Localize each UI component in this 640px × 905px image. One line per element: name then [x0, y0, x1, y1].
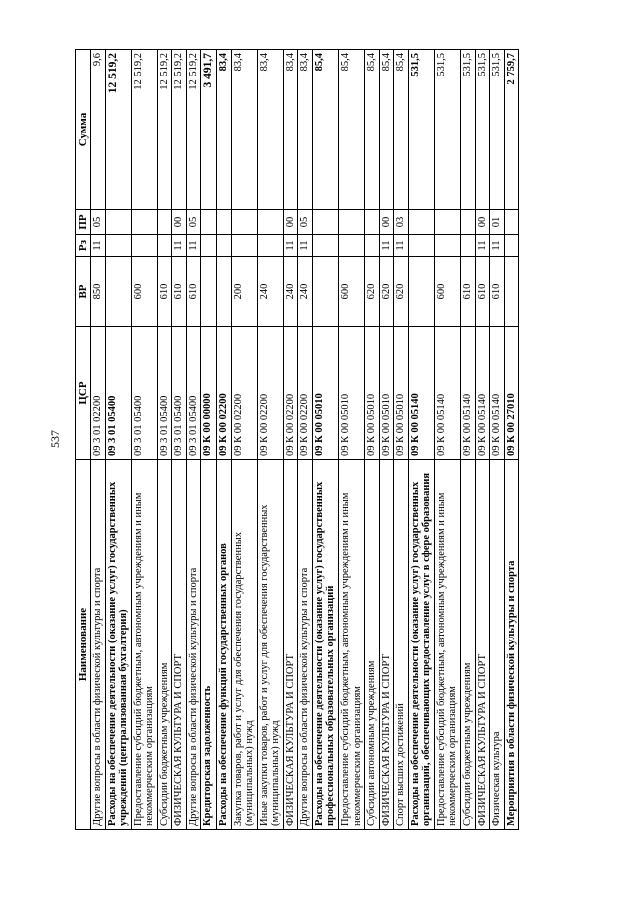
cell-rz [460, 235, 475, 257]
table-row [105, 50, 131, 830]
table-row [475, 50, 490, 830]
cell-vr: 610 [186, 257, 201, 327]
cell-sum: 531,5 [490, 50, 505, 210]
cell-sum: 531,5 [434, 50, 460, 210]
table-row [283, 50, 298, 830]
cell-csr: 09 К 00 05140 [408, 327, 434, 460]
cell-vr: 610 [460, 257, 475, 327]
cell-vr: 620 [379, 257, 394, 327]
cell-pr: 00 [172, 210, 187, 235]
cell-name: Другие вопросы в области физической культуры и спорта [91, 460, 106, 830]
cell-pr [504, 210, 519, 235]
cell-vr: 610 [490, 257, 505, 327]
cell-pr: 01 [490, 210, 505, 235]
cell-pr [408, 210, 434, 235]
cell-name: ФИЗИЧЕСКАЯ КУЛЬТУРА И СПОРТ [283, 460, 298, 830]
cell-sum: 85,4 [379, 50, 394, 210]
cell-vr [217, 257, 232, 327]
table-row [504, 50, 519, 830]
cell-name: Расходы на обеспечение деятельности (оказание услуг) государственных организаций, обеспечивающих предоставление услуг в сфере образования [408, 460, 434, 830]
table-row [231, 50, 257, 830]
header-sum: Сумма [76, 50, 91, 210]
cell-vr: 240 [298, 257, 313, 327]
cell-rz: 11 [186, 235, 201, 257]
cell-vr: 620 [365, 257, 380, 327]
cell-pr: 00 [379, 210, 394, 235]
cell-pr [131, 210, 157, 235]
cell-name: Предоставление субсидий бюджетным, автономным учреждениям и иным некоммерческим организациям [434, 460, 460, 830]
cell-vr: 200 [231, 257, 257, 327]
cell-name: Предоставление субсидий бюджетным, автономным учреждениям и иным некоммерческим организациям [339, 460, 365, 830]
table-row [201, 50, 217, 830]
cell-name: Расходы на обеспечение деятельности (оказание услуг) государственных учреждений (централизованная бухгалтерия) [105, 460, 131, 830]
cell-name: Мероприятия в области физической культуры и спорта [504, 460, 519, 830]
cell-vr [201, 257, 217, 327]
cell-csr: 09 3 01 05400 [172, 327, 187, 460]
cell-csr: 09 К 00 27010 [504, 327, 519, 460]
cell-sum: 12 519,2 [105, 50, 131, 210]
cell-csr: 09 К 00 02200 [283, 327, 298, 460]
cell-pr [157, 210, 172, 235]
cell-rz: 11 [298, 235, 313, 257]
cell-pr [217, 210, 232, 235]
table-row [460, 50, 475, 830]
cell-sum: 85,4 [394, 50, 409, 210]
cell-pr: 05 [91, 210, 106, 235]
cell-csr: 09 К 00 05140 [490, 327, 505, 460]
cell-vr [312, 257, 338, 327]
table-row [217, 50, 232, 830]
cell-csr: 09 К 00 05010 [365, 327, 380, 460]
cell-csr: 09 К 00 05010 [394, 327, 409, 460]
table-header-row [76, 50, 91, 830]
budget-table [75, 49, 519, 830]
cell-pr [312, 210, 338, 235]
cell-name: Иные закупки товаров, работ и услуг для обеспечения государственных (муниципальных) нужд [257, 460, 283, 830]
cell-sum: 531,5 [408, 50, 434, 210]
cell-name: Спорт высших достижений [394, 460, 409, 830]
cell-csr: 09 К 00 05140 [460, 327, 475, 460]
cell-vr [504, 257, 519, 327]
cell-rz [201, 235, 217, 257]
cell-vr: 600 [434, 257, 460, 327]
cell-vr: 600 [131, 257, 157, 327]
table-row [91, 50, 106, 830]
cell-sum: 85,4 [365, 50, 380, 210]
cell-csr: 09 К 00 05010 [339, 327, 365, 460]
table-row [312, 50, 338, 830]
cell-sum: 83,4 [298, 50, 313, 210]
table-row [298, 50, 313, 830]
cell-rz [434, 235, 460, 257]
cell-rz: 11 [475, 235, 490, 257]
cell-sum: 12 519,2 [157, 50, 172, 210]
cell-rz [408, 235, 434, 257]
cell-sum: 83,4 [283, 50, 298, 210]
header-pr: ПР [76, 210, 91, 235]
cell-name: Закупка товаров, работ и услуг для обеспечения государственных (муниципальных) нужд [231, 460, 257, 830]
cell-sum: 531,5 [475, 50, 490, 210]
cell-rz [257, 235, 283, 257]
cell-vr [105, 257, 131, 327]
cell-pr [434, 210, 460, 235]
cell-name: Субсидии автономным учреждениям [365, 460, 380, 830]
table-row [379, 50, 394, 830]
table-row [131, 50, 157, 830]
cell-csr: 09 К 00 05010 [312, 327, 338, 460]
cell-sum: 12 519,2 [172, 50, 187, 210]
cell-rz: 11 [379, 235, 394, 257]
header-name: Наименование [76, 460, 91, 830]
cell-pr [231, 210, 257, 235]
table-row [434, 50, 460, 830]
cell-name: Расходы на обеспечение функций государственных органов [217, 460, 232, 830]
cell-vr: 610 [172, 257, 187, 327]
cell-rz [105, 235, 131, 257]
rotated-table-wrapper [75, 50, 563, 830]
cell-csr: 09 3 01 05400 [186, 327, 201, 460]
cell-vr: 610 [157, 257, 172, 327]
cell-sum: 2 759,7 [504, 50, 519, 210]
cell-pr: 05 [186, 210, 201, 235]
cell-rz [339, 235, 365, 257]
table-body [91, 50, 519, 830]
cell-rz: 11 [91, 235, 106, 257]
cell-sum: 83,4 [231, 50, 257, 210]
table-row [257, 50, 283, 830]
cell-pr [201, 210, 217, 235]
cell-csr: 09 3 01 05400 [105, 327, 131, 460]
cell-name: ФИЗИЧЕСКАЯ КУЛЬТУРА И СПОРТ [475, 460, 490, 830]
cell-vr: 620 [394, 257, 409, 327]
cell-vr: 240 [283, 257, 298, 327]
cell-csr: 09 К 00 05140 [475, 327, 490, 460]
cell-sum: 9,6 [91, 50, 106, 210]
cell-vr: 850 [91, 257, 106, 327]
cell-rz: 11 [172, 235, 187, 257]
cell-csr: 09 3 01 05400 [131, 327, 157, 460]
cell-csr: 09 3 01 02200 [91, 327, 106, 460]
table-row [365, 50, 380, 830]
cell-name: Субсидии бюджетным учреждениям [460, 460, 475, 830]
cell-rz: 11 [394, 235, 409, 257]
cell-csr: 09 К 00 02200 [217, 327, 232, 460]
table-row [408, 50, 434, 830]
cell-sum: 531,5 [460, 50, 475, 210]
table-row [339, 50, 365, 830]
cell-sum: 12 519,2 [186, 50, 201, 210]
cell-rz [157, 235, 172, 257]
cell-pr: 00 [475, 210, 490, 235]
cell-csr: 09 3 01 05400 [157, 327, 172, 460]
cell-pr [105, 210, 131, 235]
cell-pr: 05 [298, 210, 313, 235]
cell-pr: 03 [394, 210, 409, 235]
header-rz: Рз [76, 235, 91, 257]
table-row [394, 50, 409, 830]
cell-name: ФИЗИЧЕСКАЯ КУЛЬТУРА И СПОРТ [379, 460, 394, 830]
cell-pr: 00 [283, 210, 298, 235]
cell-vr: 610 [475, 257, 490, 327]
cell-vr: 600 [339, 257, 365, 327]
cell-csr: 09 К 00 05140 [434, 327, 460, 460]
table-row [172, 50, 187, 830]
cell-rz [504, 235, 519, 257]
cell-rz [312, 235, 338, 257]
cell-rz [131, 235, 157, 257]
cell-rz: 11 [283, 235, 298, 257]
cell-sum: 83,4 [217, 50, 232, 210]
cell-name: Физическая культура [490, 460, 505, 830]
cell-name: ФИЗИЧЕСКАЯ КУЛЬТУРА И СПОРТ [172, 460, 187, 830]
cell-csr: 09 К 00 02200 [231, 327, 257, 460]
cell-csr: 09 К 00 00000 [201, 327, 217, 460]
cell-vr: 240 [257, 257, 283, 327]
table-row [490, 50, 505, 830]
cell-csr: 09 К 00 02200 [257, 327, 283, 460]
header-vr: ВР [76, 257, 91, 327]
cell-rz [365, 235, 380, 257]
cell-rz: 11 [490, 235, 505, 257]
cell-pr [365, 210, 380, 235]
cell-sum: 83,4 [257, 50, 283, 210]
cell-sum: 12 519,2 [131, 50, 157, 210]
cell-pr [257, 210, 283, 235]
cell-name: Кредиторская задолженность [201, 460, 217, 830]
cell-rz [217, 235, 232, 257]
cell-sum: 85,4 [312, 50, 338, 210]
cell-sum: 85,4 [339, 50, 365, 210]
cell-rz [231, 235, 257, 257]
table-row [157, 50, 172, 830]
cell-name: Предоставление субсидий бюджетным, автономным учреждениям и иным некоммерческим организациям [131, 460, 157, 830]
cell-pr [339, 210, 365, 235]
cell-vr [408, 257, 434, 327]
header-csr: ЦСР [76, 327, 91, 460]
cell-pr [460, 210, 475, 235]
cell-name: Другие вопросы в области физической культуры и спорта [186, 460, 201, 830]
table-row [186, 50, 201, 830]
cell-sum: 3 491,7 [201, 50, 217, 210]
cell-name: Другие вопросы в области физической культуры и спорта [298, 460, 313, 830]
cell-name: Субсидии бюджетным учреждениям [157, 460, 172, 830]
page-number: 537 [48, 430, 62, 448]
cell-csr: 09 К 00 05010 [379, 327, 394, 460]
cell-name: Расходы на обеспечение деятельности (оказание услуг) государственных профессиональных образовательных организаций [312, 460, 338, 830]
cell-csr: 09 К 00 02200 [298, 327, 313, 460]
